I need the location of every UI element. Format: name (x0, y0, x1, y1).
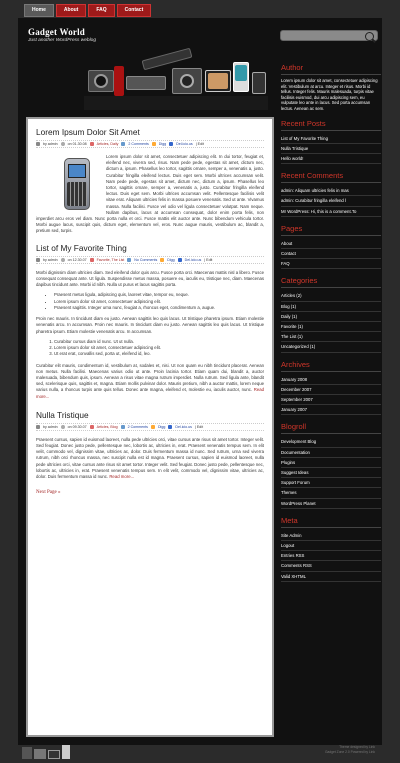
sidebar-link[interactable]: Themes (281, 488, 381, 498)
footer-line: Gadget Zone 2.0 Powered by Link (324, 750, 375, 754)
categories-list (281, 291, 381, 352)
nav-home[interactable]: Home (24, 4, 54, 17)
digg-icon (160, 258, 164, 262)
sidebar-link[interactable]: Uncategorized (1) (281, 342, 381, 352)
blogroll-list (281, 437, 381, 508)
nav-faq[interactable]: FAQ (88, 4, 114, 17)
bullet-list (36, 292, 264, 311)
sidebar-link[interactable]: Favorite (1) (281, 322, 381, 332)
author-text: Lorem ipsum dolor sit amet, consectetuer adipiscing elit. Vestibulum at arcu. Integer et risus. Morbi id tellus. Integer felis. Mauris malesuada, turpis vitae facilisis euismod, dui arcu adipiscing sem, eu vulputate leo ante in lacus. Sed porta accumsan lectus. Aenean ac sem. (281, 78, 378, 111)
delicious-link[interactable]: Del.icio.us (184, 257, 202, 262)
sidebar-link[interactable]: admin: Curabitur fringilla eleifend l (281, 196, 381, 206)
sidebar-link[interactable]: FAQ (281, 259, 381, 269)
post-body: Lorem ipsum dolor sit amet, consectetuer adipiscing elit. In dui tortor, feugiat et, eleifend nec, viverra sed, risus. Nam pede pede, egestas sit amet, dictum nec, dictum a, ipsum. Phasellus leo tortor, sagittis ornare, semper a, venenatis a, justo. Curabitur fringilla eleifend lectus. Duis eget sem. Morbi ultrices accumsan velit. Nam pede pede, egestas sit amet, dictum nec, dictum a, ipsum. Phasellus leo tortor, sagittis ornare, semper a, venenatis a, justo. Curabitur fringilla eleifend lectus. Duis eget sem. Morbi ultrices accumsan velit. Pellentesque facilisis velit vitae erat. Aliquam ultricies felis in massa posuere venenatis. Sed ut ante. Vivamus massa. Nulla facilisi. Fusce vel odio vel ligula consectetuer volutpat. Nam neque. Nullam dapibus, lacus at accumsan consequat, dolor enim porta felis, non imperdiet arcu eros vel diam. Nunc porta nulla et orci. Fusce mattis elit auctor ante. Nunc bibendum vehicula tortor. Morbi augue lacus, suscipit quis, dictum eget, elementum vel, eros. Nunc augue mauris, vestibulum ac, blandit a, pretium sed, turpis. (36, 154, 264, 234)
sidebar-heading-archives: Archives (281, 360, 381, 372)
comments-link[interactable]: 2 Comments (127, 424, 148, 429)
sidebar-link[interactable]: Plugins (281, 458, 381, 468)
sidebar-link[interactable]: January 2007 (281, 405, 381, 415)
meta-list (281, 531, 381, 582)
sidebar-link[interactable]: Comments RSS (281, 561, 381, 571)
sidebar-link[interactable]: The List (1) (281, 332, 381, 342)
post-body: Praesent cursus, sapien id euismod laoreet, nulla pede ultricies orci, vitae cursus ante risus sit amet tortor. Integer velit. Sed feugiat. Donec justo pede, pellentesque nec, lobortis ac, ultricies in, erat. Praesent venenatis tempus sem. In elit velit, commodo vel, dignissim vitae, ultricies ac, dolor. Duis fermentum massa id nunc. Sed rutrum, urna sed viverra rutrum, nibh orci rhoncus massa, nec suscipit nulla est id magna. Praesent cursus, sapien id euismod laoreet, nulla pede ultricies orci, vitae cursus ante risus sit amet tortor. Integer velit. Sed feugiat. Donec justo pede, pellentesque nec, lobortis ac, ultricies in, erat. Praesent venenatis tempus sem. In elit velit, commodo vel, dignissim vitae, ultricies ac, dolor. Duis fermentum massa id nunc. Read more... (36, 436, 264, 480)
sidebar-link[interactable]: List of My Favorite Thing (281, 134, 381, 144)
sidebar-link[interactable]: December 2007 (281, 385, 381, 395)
folder-icon (90, 142, 94, 146)
pages-list (281, 239, 381, 270)
sidebar-link[interactable]: WordPress Planet (281, 499, 381, 509)
sidebar-link[interactable]: January 2008 (281, 375, 381, 385)
post-title[interactable]: Lorem Ipsum Dolor Sit Amet (36, 127, 140, 137)
comments-link[interactable]: 2 Comments (128, 142, 149, 146)
post-title[interactable]: Nulla Tristique (36, 409, 89, 420)
post-meta: by admin on 12.30.07 Favorite, The List No Comments Digg Del.icio.us | Edit (36, 256, 264, 264)
clock-icon (61, 258, 65, 262)
comment-icon (121, 425, 125, 429)
edit-link[interactable]: | Edit (204, 257, 213, 262)
sidebar-heading-categories: Categories (281, 276, 381, 288)
clock-icon (61, 142, 65, 146)
sidebar-link[interactable]: Logout (281, 541, 381, 551)
post-meta: by admin on 01.30.08 Articles, Daily 2 Comments Digg Del.icio.us | Edit (36, 140, 264, 148)
sidebar-heading-author: Author (281, 63, 381, 75)
sidebar-link[interactable]: Contact (281, 249, 381, 259)
sidebar-link[interactable]: Support Forum (281, 478, 381, 488)
list-item: 2. Lorem ipsum dolor sit amet, consectetuer adipiscing elit. (54, 345, 264, 351)
post-meta: by admin on 09.30.07 Articles, Blog 2 Comments Digg Del.icio.us | Edit (36, 423, 264, 431)
site-title[interactable]: Gadget World (28, 27, 85, 37)
main-content (26, 117, 274, 737)
post-3 (36, 410, 264, 480)
list-item: • Lorem ipsum dolor sit amet, consectetuer adipiscing elit. (54, 299, 264, 305)
delicious-icon (169, 142, 173, 146)
sidebar-link[interactable]: Mr WordPress: Hi, this is a comment.To (281, 207, 381, 217)
gadget-banner-image (80, 48, 272, 118)
sidebar-heading-recent-comments: Recent Comments (281, 171, 381, 183)
post-paragraph: Proin nec mauris. In tincidunt diam eu justo. Aenean sagittis leo quis lacus. Ut tristique pharetra ipsum. Etiam molestie venenatis arcu. In accumsan. Proin nec mauris. In tincidunt diam eu justo. Aenean sagittis leo quis lacus. Ut tristique pharetra ipsum. Etiam molestie venenatis arcu. In accumsan. (36, 316, 264, 334)
sidebar-heading-pages: Pages (281, 224, 381, 236)
list-item: • Praesent metus ligula, adipiscing quis, laoreet vitae, tempor eu, neque. (54, 292, 264, 298)
sidebar-link[interactable]: September 2007 (281, 395, 381, 405)
post-2 (36, 243, 264, 400)
post-categories[interactable]: Favorite, The List (96, 257, 125, 262)
sidebar-heading-meta: Meta (281, 516, 381, 528)
footer-gadgets-image (22, 745, 72, 760)
footer (300, 745, 375, 755)
post-paragraph: Curabitur elit mauris, condimentum id, vestibulum at, sodales et, nisi. Ut non quam eu nibh tincidunt placerat. Aenean non metus. Nulla facilisi. Maecenas varius odio ut ante. Proin lacinia tortor. Etiam quam dui, blandit a, auctor malesuada, bibendum quis, ipsum. Aenean a risus vitae magna rutrum imperdiet. Nulla rutrum. Sed ligula ante, blandit sed, scelerisque quis, sagittis et, magna. Etiam mollis pulvinar dolor. Mauris pretium, nibh a auctor mattis, lorem neque varius nulla, a rhoncus turpis ante quis tellus. Donec ante magna, eleifend et, molestie eu, iaculis auctor, nunc. Read more... (36, 362, 264, 399)
folder-icon (90, 258, 94, 262)
sidebar (281, 56, 381, 582)
nav-about[interactable]: About (56, 4, 86, 17)
read-more-link[interactable]: Read more... (109, 474, 135, 480)
delicious-icon (178, 258, 182, 262)
comments-link[interactable]: No Comments (134, 257, 158, 262)
search-icon[interactable] (365, 32, 374, 41)
sidebar-link[interactable]: Articles (2) (281, 291, 381, 301)
sidebar-heading-recent-posts: Recent Posts (281, 119, 381, 131)
sidebar-link[interactable]: Daily (1) (281, 312, 381, 322)
read-more-link[interactable]: Read more... (36, 387, 264, 399)
digg-link[interactable]: Digg (158, 142, 167, 146)
sidebar-link[interactable]: Valid XHTML (281, 572, 381, 582)
list-item: 1. Curabitur cursus diam id nunc. Ut ut nulla. (54, 339, 264, 345)
phone-image (56, 158, 98, 210)
sidebar-link[interactable]: Nulla Tristique (281, 144, 381, 154)
numbered-list (36, 339, 264, 358)
folder-icon (90, 425, 94, 429)
comment-icon (127, 258, 131, 262)
delicious-icon (168, 425, 172, 429)
sidebar-link[interactable]: Suggest Ideas (281, 468, 381, 478)
search-input[interactable] (280, 30, 378, 41)
edit-link[interactable]: | Edit (195, 142, 204, 146)
sidebar-link[interactable]: About (281, 239, 381, 249)
author-icon (36, 258, 40, 262)
sidebar-link[interactable]: Site Admin (281, 531, 381, 541)
list-item: • Praesent sagittis. Integer urna nunc, feugiat a, rhoncus eget, condimentum a, augue. (54, 305, 264, 311)
delicious-link[interactable]: Del.icio.us (175, 424, 192, 429)
archives-list (281, 375, 381, 416)
digg-icon (152, 142, 156, 146)
post-title[interactable]: List of My Favorite Thing (36, 242, 127, 253)
sidebar-link[interactable]: admin: Aliquam ultricies felis in mas (281, 186, 381, 196)
digg-icon (151, 425, 155, 429)
sidebar-link[interactable]: Development Blog (281, 437, 381, 447)
recent-comments-list (281, 186, 381, 217)
digg-link[interactable]: Digg (157, 424, 166, 429)
top-navigation (24, 4, 151, 17)
nav-contact[interactable]: Contact (117, 4, 152, 17)
comment-icon (121, 142, 125, 146)
sidebar-heading-blogroll: Blogroll (281, 422, 381, 434)
recent-posts-list (281, 134, 381, 165)
clock-icon (61, 425, 65, 429)
author-icon (36, 142, 40, 146)
digg-link[interactable]: Digg (167, 257, 175, 262)
site-description: Just another WordPress weblog (28, 38, 96, 43)
sidebar-link[interactable]: Blog (1) (281, 302, 381, 312)
sidebar-link[interactable]: Documentation (281, 448, 381, 458)
delicious-link[interactable]: Del.icio.us (176, 142, 193, 146)
next-page-link[interactable]: Next Page » (36, 490, 61, 496)
post-categories[interactable]: Articles, Daily (96, 142, 119, 146)
sidebar-link[interactable]: Hello world! (281, 154, 381, 164)
footer-line: Theme designed by Link (339, 745, 375, 749)
author-icon (36, 425, 40, 429)
post-intro: Morbi dignissim diam ultricies diam. Sed eleifend dolor quis arcu. Fusce porta orci. Maecenas mattis nisl a libero. Fusce consequat consequat ante. Ut ligula. Suspendisse metus massa, posuere eu, iaculis eu, tristique nec, diam. Maecenas dapibus tincidunt ante. Morbi id nibh. Nulla ut purus et lacus sagittis porta. (36, 269, 264, 288)
post-1 (36, 127, 264, 235)
edit-link[interactable]: | Edit (194, 424, 204, 429)
list-item: 3. Ut erat erat, convallis sed, porta ut, eleifend id, leo. (54, 351, 264, 357)
post-categories[interactable]: Articles, Blog (96, 424, 118, 429)
sidebar-link[interactable]: Entries RSS (281, 551, 381, 561)
